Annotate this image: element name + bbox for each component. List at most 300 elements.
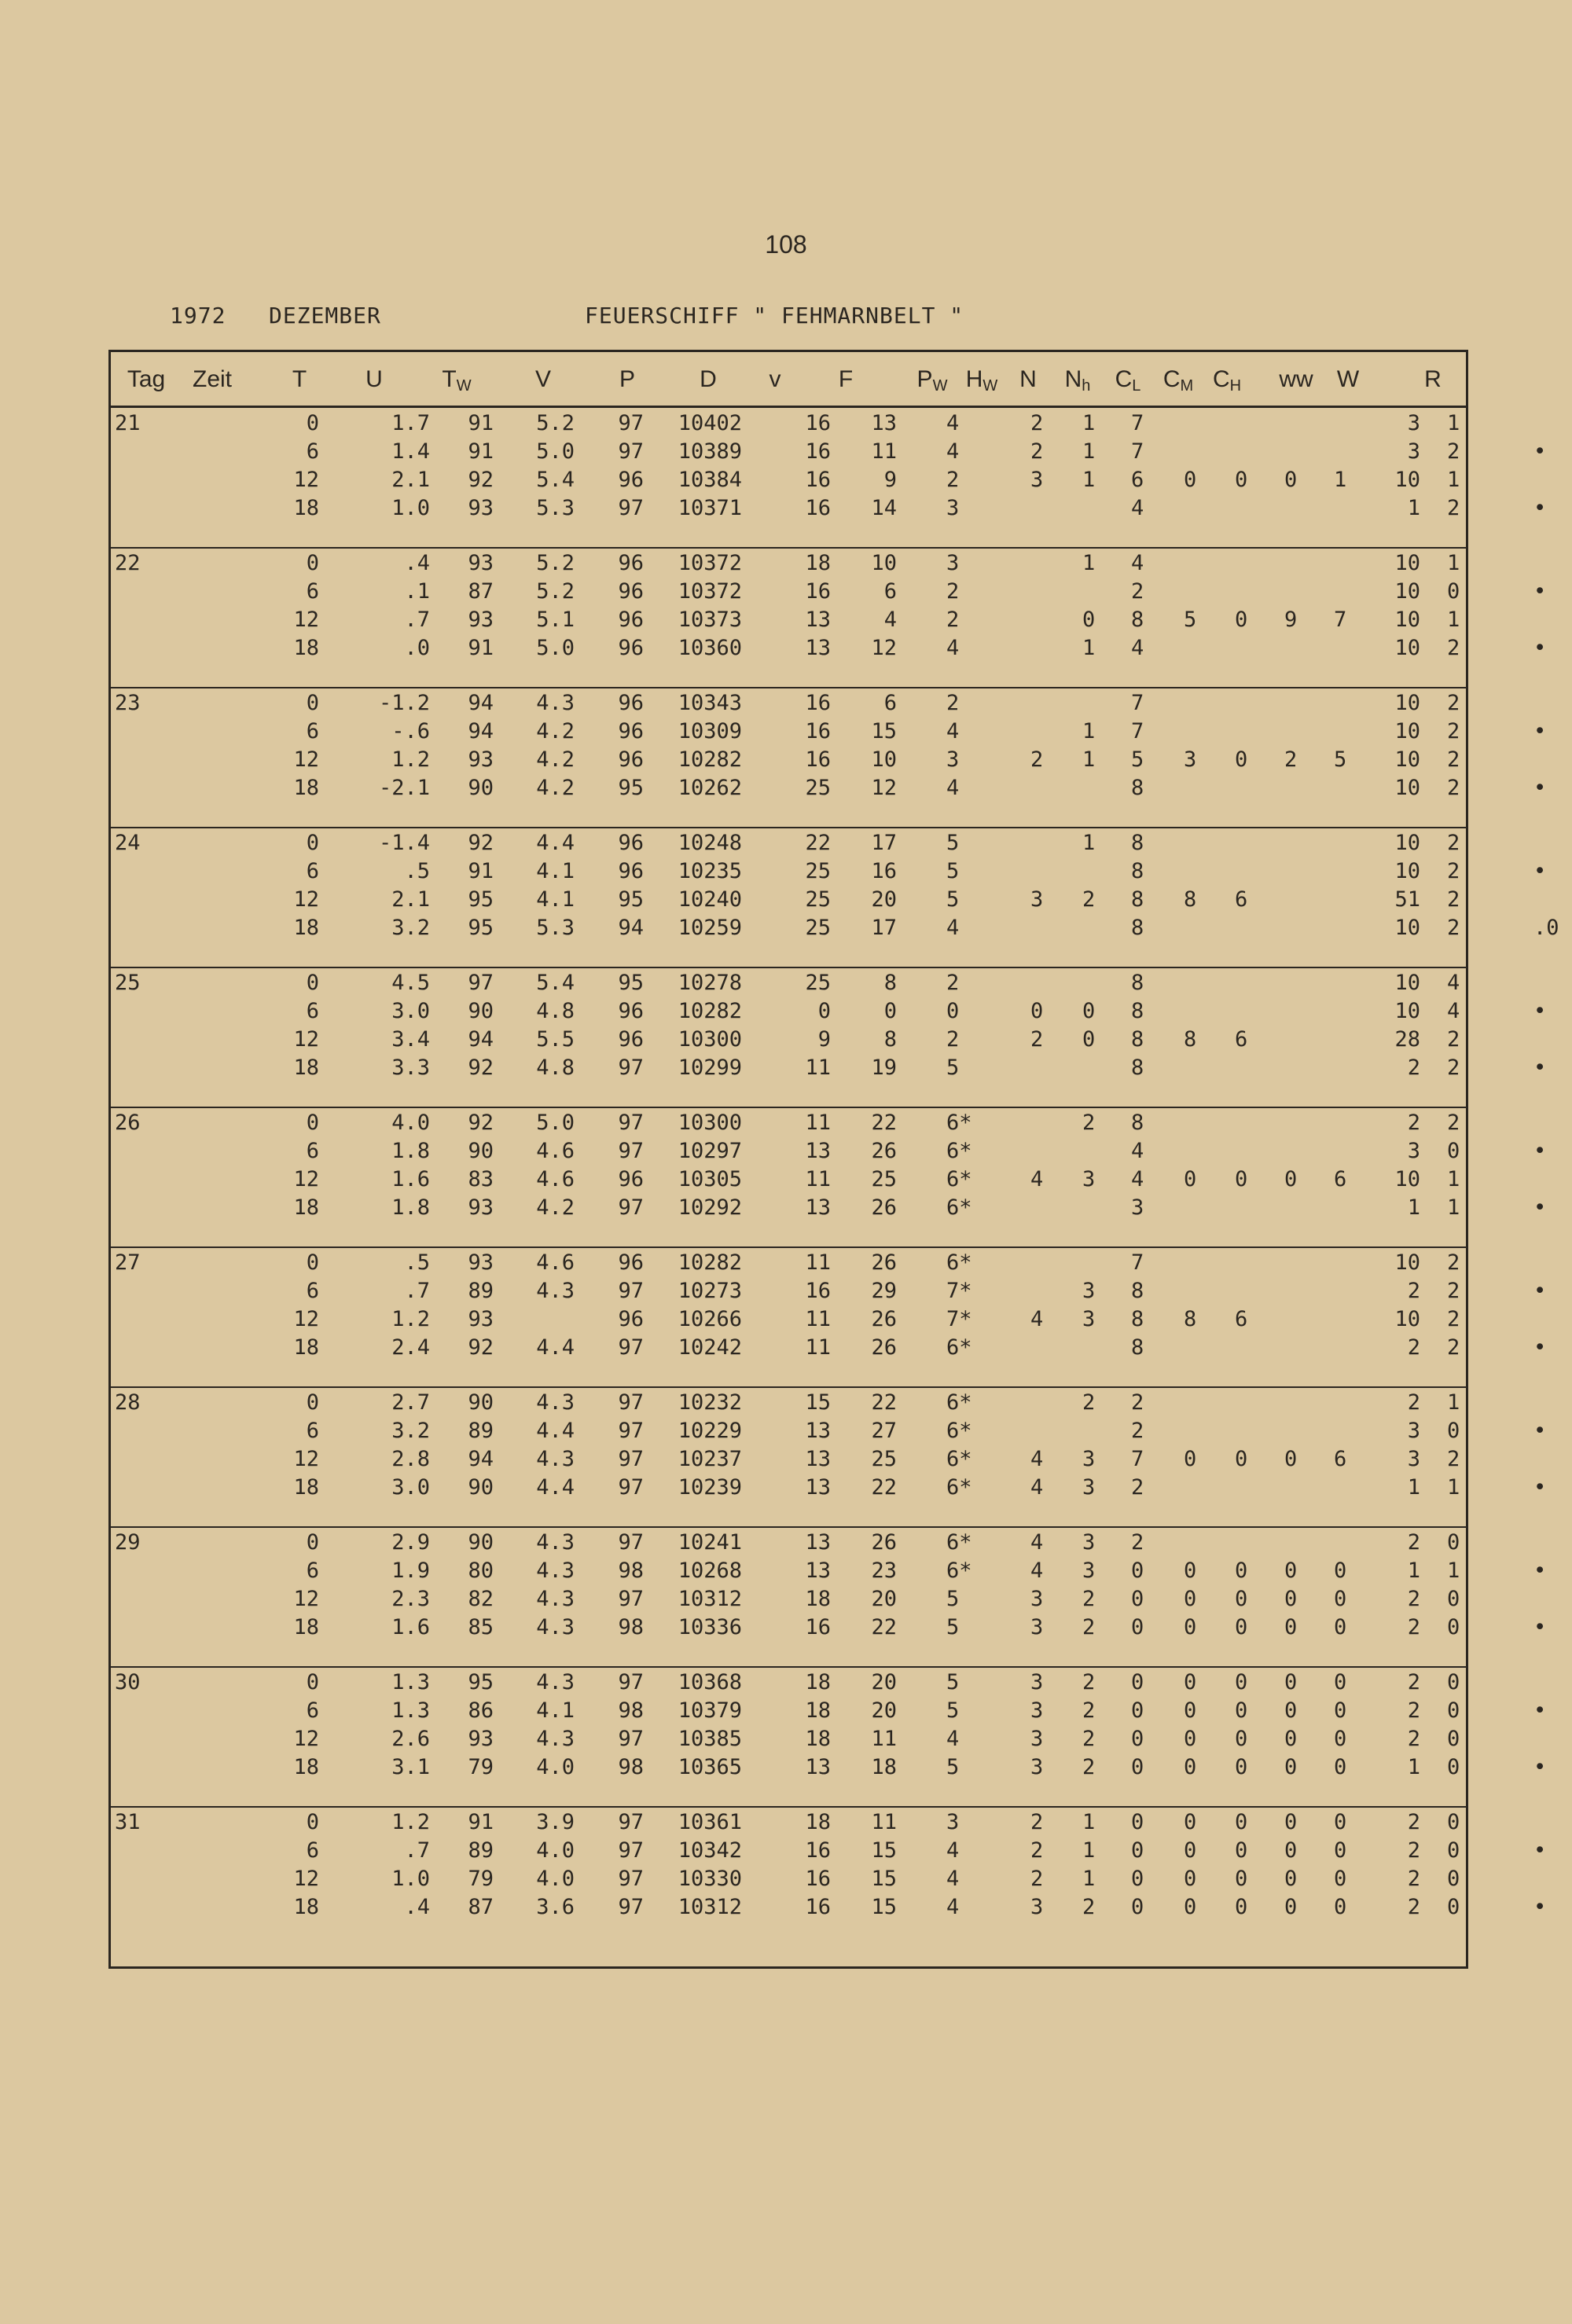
cell-pw: 4 — [1030, 1447, 1044, 1471]
col-header-r: R — [1424, 366, 1442, 392]
cell-hw: 2 — [1082, 1587, 1096, 1611]
cell-v: 11 — [871, 439, 897, 464]
cell-pw: 0 — [1030, 999, 1044, 1023]
cell-r: • — [1533, 1698, 1547, 1723]
cell-pw: 2 — [1030, 747, 1044, 772]
cell-zeit: 12 — [293, 608, 319, 632]
cell-ww: 10 — [1394, 691, 1420, 715]
cell-t: 2.7 — [391, 1390, 430, 1415]
cell-p: 10241 — [678, 1530, 742, 1555]
cell-u: 90 — [468, 1530, 494, 1555]
cell-u: 94 — [468, 719, 494, 743]
cell-w: 0 — [1447, 1838, 1460, 1863]
cell-pw: 4 — [1030, 1559, 1044, 1583]
cell-v: 6 — [883, 691, 897, 715]
cell-p: 10240 — [678, 887, 742, 912]
table-row — [111, 719, 1547, 747]
cell-ww: 1 — [1407, 1195, 1420, 1220]
cell-zeit: 18 — [293, 1615, 319, 1639]
cell-cl: 0 — [1235, 747, 1248, 772]
cell-p: 10336 — [678, 1615, 742, 1639]
cell-p: 10312 — [678, 1587, 742, 1611]
cell-tw: 4.6 — [536, 1167, 575, 1191]
cell-t: 1.2 — [391, 1307, 430, 1331]
table-row — [111, 439, 1547, 468]
cell-ww: 2 — [1407, 1727, 1420, 1751]
cell-cm: 2 — [1284, 747, 1298, 772]
cell-f: 5 — [946, 831, 960, 855]
cell-cl: 6 — [1235, 1307, 1248, 1331]
cell-d: 16 — [805, 579, 831, 604]
cell-cl: 0 — [1235, 1727, 1248, 1751]
cell-ww: 3 — [1407, 1139, 1420, 1163]
cell-v: 26 — [871, 1139, 897, 1163]
cell-pw: 3 — [1030, 1615, 1044, 1639]
cell-nh: 8 — [1184, 1027, 1197, 1052]
table-row — [111, 831, 1466, 859]
cell-tw: 4.4 — [536, 1419, 575, 1443]
cell-v: 96 — [618, 1167, 644, 1191]
col-header-nh-main: N — [1064, 366, 1082, 392]
cell-f: 4 — [946, 1838, 960, 1863]
cell-nh: 0 — [1184, 1587, 1197, 1611]
table-row — [111, 1475, 1547, 1503]
cell-t: 1.7 — [391, 411, 430, 435]
cell-nh: 0 — [1184, 1670, 1197, 1694]
cell-pw: 4 — [1030, 1530, 1044, 1555]
cell-t: -2.1 — [378, 776, 430, 800]
cell-hw: 2 — [1082, 1615, 1096, 1639]
cell-u: 91 — [468, 439, 494, 464]
cell-v: 96 — [618, 691, 644, 715]
table-row — [111, 1755, 1547, 1783]
cell-p: 10312 — [678, 1895, 742, 1919]
cell-f: 4 — [946, 439, 960, 464]
cell-tw: 4.3 — [536, 1670, 575, 1694]
cell-t: 3.4 — [391, 1027, 430, 1052]
cell-u: 87 — [468, 1895, 494, 1919]
cell-n: 0 — [1131, 1867, 1144, 1891]
cell-nh: 0 — [1184, 1810, 1197, 1834]
cell-v: 98 — [618, 1615, 644, 1639]
cell-t: .4 — [404, 1895, 430, 1919]
cell-tw: 4.2 — [536, 747, 575, 772]
cell-t: 2.1 — [391, 887, 430, 912]
cell-v: 26 — [871, 1307, 897, 1331]
col-header-nh-sub: h — [1082, 377, 1091, 395]
cell-cm: 0 — [1284, 1447, 1298, 1471]
cell-u: 93 — [468, 608, 494, 632]
cell-w: 2 — [1447, 1056, 1460, 1080]
col-header-cl — [1115, 366, 1141, 395]
cell-v: 20 — [871, 1587, 897, 1611]
cell-ww: 2 — [1407, 1587, 1420, 1611]
cell-v: 13 — [871, 411, 897, 435]
cell-v: 96 — [618, 1250, 644, 1275]
day-label: 25 — [115, 971, 141, 995]
cell-t: 1.6 — [391, 1615, 430, 1639]
cell-hw: 2 — [1082, 1727, 1096, 1751]
cell-w: 0 — [1447, 1895, 1460, 1919]
cell-u: 93 — [468, 747, 494, 772]
cell-w: 0 — [1447, 1810, 1460, 1834]
cell-hw: 2 — [1082, 1670, 1096, 1694]
cell-ww: 10 — [1394, 1167, 1420, 1191]
cell-u: 92 — [468, 1056, 494, 1080]
col-header-ch-sub: H — [1229, 377, 1242, 395]
cell-p: 10300 — [678, 1027, 742, 1052]
cell-zeit: 0 — [306, 1390, 319, 1415]
cell-cl: 0 — [1235, 1670, 1248, 1694]
cell-f: 4 — [946, 411, 960, 435]
cell-zeit: 0 — [306, 551, 319, 575]
cell-tw: 5.3 — [536, 496, 575, 520]
cell-t: 2.1 — [391, 468, 430, 492]
cell-d: 13 — [805, 636, 831, 660]
cell-v: 97 — [618, 1419, 644, 1443]
col-header-ww: ww — [1279, 366, 1313, 392]
cell-n: 8 — [1131, 887, 1144, 912]
cell-cl: 0 — [1235, 1167, 1248, 1191]
cell-f: 5 — [946, 1587, 960, 1611]
table-row — [111, 971, 1466, 999]
cell-p: 10239 — [678, 1475, 742, 1500]
cell-n: 0 — [1131, 1559, 1144, 1583]
cell-v: 15 — [871, 1838, 897, 1863]
cell-ww: 2 — [1407, 1530, 1420, 1555]
cell-zeit: 6 — [306, 1419, 319, 1443]
cell-v: 96 — [618, 551, 644, 575]
cell-v: 20 — [871, 1670, 897, 1694]
cell-zeit: 6 — [306, 999, 319, 1023]
cell-tw: 4.2 — [536, 719, 575, 743]
cell-zeit: 0 — [306, 1670, 319, 1694]
cell-ch: 0 — [1334, 1895, 1347, 1919]
cell-v: 29 — [871, 1279, 897, 1303]
day-label: 26 — [115, 1111, 141, 1135]
cell-tw: 4.2 — [536, 1195, 575, 1220]
table-row — [111, 916, 1559, 944]
cell-tw: 4.3 — [536, 1390, 575, 1415]
cell-zeit: 12 — [293, 1167, 319, 1191]
cell-p: 10248 — [678, 831, 742, 855]
cell-d: 18 — [805, 1727, 831, 1751]
cell-pw: 2 — [1030, 439, 1044, 464]
day-block — [111, 1666, 1547, 1808]
cell-w: 2 — [1447, 496, 1460, 520]
cell-u: 82 — [468, 1587, 494, 1611]
cell-v: 97 — [618, 1867, 644, 1891]
cell-v: 96 — [618, 1307, 644, 1331]
cell-t: 1.0 — [391, 496, 430, 520]
cell-hw: 1 — [1082, 719, 1096, 743]
cell-u: 90 — [468, 1139, 494, 1163]
cell-p: 10343 — [678, 691, 742, 715]
cell-ww: 2 — [1407, 1670, 1420, 1694]
cell-tw: 4.6 — [536, 1250, 575, 1275]
cell-pw: 2 — [1030, 1027, 1044, 1052]
cell-n: 0 — [1131, 1810, 1144, 1834]
cell-p: 10309 — [678, 719, 742, 743]
cell-pw: 4 — [1030, 1167, 1044, 1191]
cell-n: 7 — [1131, 439, 1144, 464]
header-year: 1972 — [170, 303, 226, 329]
cell-tw: 4.3 — [536, 1587, 575, 1611]
table-row — [111, 1195, 1547, 1224]
col-header-n: N — [1019, 366, 1037, 392]
cell-r: • — [1533, 1475, 1547, 1500]
cell-w: 2 — [1447, 439, 1460, 464]
cell-w: 0 — [1447, 1615, 1460, 1639]
cell-n: 0 — [1131, 1727, 1144, 1751]
day-label: 23 — [115, 691, 141, 715]
cell-n: 7 — [1131, 1250, 1144, 1275]
cell-ww: 2 — [1407, 1111, 1420, 1135]
cell-ww: 3 — [1407, 439, 1420, 464]
cell-tw: 4.2 — [536, 776, 575, 800]
cell-f: 5 — [946, 887, 960, 912]
cell-v: 11 — [871, 1810, 897, 1834]
cell-u: 86 — [468, 1698, 494, 1723]
cell-w: 2 — [1447, 859, 1460, 883]
cell-nh: 0 — [1184, 468, 1197, 492]
cell-f: 5 — [946, 1698, 960, 1723]
cell-f: 5 — [946, 859, 960, 883]
cell-hw: 1 — [1082, 468, 1096, 492]
table-row — [111, 1727, 1466, 1755]
cell-v: 23 — [871, 1559, 897, 1583]
cell-f: 6* — [946, 1419, 972, 1443]
cell-ww: 10 — [1394, 747, 1420, 772]
cell-tw: 5.4 — [536, 468, 575, 492]
cell-pw: 4 — [1030, 1307, 1044, 1331]
cell-tw: 3.6 — [536, 1895, 575, 1919]
cell-v: 97 — [618, 1895, 644, 1919]
cell-n: 8 — [1131, 608, 1144, 632]
cell-pw: 2 — [1030, 1867, 1044, 1891]
cell-w: 2 — [1447, 1335, 1460, 1360]
cell-d: 16 — [805, 468, 831, 492]
cell-ch: 0 — [1334, 1727, 1347, 1751]
cell-r: .0 — [1533, 916, 1559, 940]
cell-hw: 1 — [1082, 1867, 1096, 1891]
cell-tw: 4.1 — [536, 887, 575, 912]
cell-d: 25 — [805, 859, 831, 883]
cell-t: .4 — [404, 551, 430, 575]
cell-u: 94 — [468, 1027, 494, 1052]
cell-w: 0 — [1447, 1670, 1460, 1694]
cell-n: 8 — [1131, 859, 1144, 883]
cell-u: 90 — [468, 999, 494, 1023]
cell-zeit: 6 — [306, 1698, 319, 1723]
day-block — [111, 407, 1547, 549]
cell-w: 2 — [1447, 831, 1460, 855]
cell-v: 17 — [871, 831, 897, 855]
cell-t: 3.3 — [391, 1056, 430, 1080]
cell-d: 18 — [805, 1698, 831, 1723]
cell-tw: 4.1 — [536, 859, 575, 883]
cell-hw: 2 — [1082, 1390, 1096, 1415]
cell-cl: 0 — [1235, 1867, 1248, 1891]
cell-v: 97 — [618, 1727, 644, 1751]
cell-n: 4 — [1131, 496, 1144, 520]
cell-pw: 3 — [1030, 468, 1044, 492]
cell-tw: 5.2 — [536, 551, 575, 575]
cell-n: 5 — [1131, 747, 1144, 772]
cell-v: 97 — [618, 1810, 644, 1834]
cell-hw: 2 — [1082, 1755, 1096, 1779]
cell-f: 2 — [946, 468, 960, 492]
cell-t: 1.2 — [391, 747, 430, 772]
cell-n: 8 — [1131, 999, 1144, 1023]
cell-r: • — [1533, 636, 1547, 660]
cell-ww: 51 — [1394, 887, 1420, 912]
cell-v: 97 — [618, 496, 644, 520]
cell-n: 7 — [1131, 1447, 1144, 1471]
col-header-pw-sub: W — [932, 377, 948, 395]
cell-d: 13 — [805, 1447, 831, 1471]
cell-zeit: 6 — [306, 1559, 319, 1583]
cell-v: 6 — [883, 579, 897, 604]
cell-v: 26 — [871, 1250, 897, 1275]
cell-cm: 0 — [1284, 1867, 1298, 1891]
table-row — [111, 1587, 1466, 1615]
cell-cm: 0 — [1284, 1895, 1298, 1919]
cell-v: 98 — [618, 1698, 644, 1723]
cell-v: 97 — [618, 1447, 644, 1471]
cell-f: 4 — [946, 1727, 960, 1751]
cell-ww: 1 — [1407, 1559, 1420, 1583]
cell-f: 6* — [946, 1111, 972, 1135]
cell-d: 16 — [805, 411, 831, 435]
cell-ch: 0 — [1334, 1838, 1347, 1863]
table-row — [111, 1419, 1547, 1447]
day-block — [111, 1107, 1547, 1248]
cell-nh: 0 — [1184, 1755, 1197, 1779]
cell-zeit: 0 — [306, 691, 319, 715]
table-row — [111, 1027, 1466, 1056]
cell-v: 27 — [871, 1419, 897, 1443]
col-header-tw-sub: W — [456, 377, 472, 395]
cell-v: 97 — [618, 439, 644, 464]
cell-pw: 3 — [1030, 1727, 1044, 1751]
cell-hw: 1 — [1082, 1838, 1096, 1863]
cell-f: 6* — [946, 1195, 972, 1220]
cell-pw: 3 — [1030, 1670, 1044, 1694]
cell-zeit: 18 — [293, 496, 319, 520]
cell-d: 13 — [805, 1475, 831, 1500]
cell-nh: 0 — [1184, 1895, 1197, 1919]
day-label: 31 — [115, 1810, 141, 1834]
cell-u: 89 — [468, 1279, 494, 1303]
cell-u: 91 — [468, 859, 494, 883]
cell-v: 16 — [871, 859, 897, 883]
cell-f: 6* — [946, 1475, 972, 1500]
cell-p: 10242 — [678, 1335, 742, 1360]
cell-zeit: 6 — [306, 719, 319, 743]
cell-v: 97 — [618, 1670, 644, 1694]
table-row — [111, 747, 1466, 776]
cell-r: • — [1533, 1335, 1547, 1360]
cell-t: 1.0 — [391, 1867, 430, 1891]
cell-n: 8 — [1131, 1056, 1144, 1080]
cell-d: 11 — [805, 1111, 831, 1135]
cell-zeit: 12 — [293, 1027, 319, 1052]
cell-cl: 6 — [1235, 1027, 1248, 1052]
cell-ww: 2 — [1407, 1615, 1420, 1639]
cell-p: 10372 — [678, 551, 742, 575]
cell-w: 2 — [1447, 747, 1460, 772]
col-header-cl-sub: L — [1132, 377, 1141, 395]
cell-ww: 10 — [1394, 776, 1420, 800]
cell-v: 19 — [871, 1056, 897, 1080]
cell-v: 8 — [883, 1027, 897, 1052]
table-row — [111, 1838, 1547, 1867]
cell-hw: 3 — [1082, 1167, 1096, 1191]
cell-zeit: 18 — [293, 1335, 319, 1360]
cell-p: 10235 — [678, 859, 742, 883]
cell-zeit: 0 — [306, 831, 319, 855]
table-row — [111, 1615, 1547, 1643]
cell-ch: 0 — [1334, 1867, 1347, 1891]
cell-f: 6* — [946, 1139, 972, 1163]
cell-hw: 2 — [1082, 1698, 1096, 1723]
cell-nh: 0 — [1184, 1867, 1197, 1891]
cell-u: 97 — [468, 971, 494, 995]
table-row — [111, 887, 1466, 916]
cell-v: 97 — [618, 1838, 644, 1863]
cell-hw: 1 — [1082, 439, 1096, 464]
cell-pw: 4 — [1030, 1475, 1044, 1500]
cell-v: 10 — [871, 551, 897, 575]
cell-w: 2 — [1447, 1027, 1460, 1052]
cell-w: 2 — [1447, 636, 1460, 660]
cell-ww: 10 — [1394, 1250, 1420, 1275]
cell-cm: 0 — [1284, 1810, 1298, 1834]
cell-f: 4 — [946, 1895, 960, 1919]
cell-d: 16 — [805, 439, 831, 464]
cell-pw: 2 — [1030, 1838, 1044, 1863]
cell-v: 17 — [871, 916, 897, 940]
cell-cl: 0 — [1235, 1895, 1248, 1919]
cell-pw: 3 — [1030, 887, 1044, 912]
cell-r: • — [1533, 1056, 1547, 1080]
col-header-tw-main: T — [442, 366, 457, 392]
cell-ch: 5 — [1334, 747, 1347, 772]
table-row — [111, 636, 1547, 664]
cell-p: 10268 — [678, 1559, 742, 1583]
cell-zeit: 12 — [293, 1447, 319, 1471]
cell-v: 22 — [871, 1390, 897, 1415]
cell-ch: 0 — [1334, 1810, 1347, 1834]
cell-v: 96 — [618, 636, 644, 660]
cell-hw: 2 — [1082, 887, 1096, 912]
cell-d: 11 — [805, 1056, 831, 1080]
cell-p: 10384 — [678, 468, 742, 492]
header-month: DEZEMBER — [269, 303, 381, 329]
table-row — [111, 1559, 1547, 1587]
col-header-u: U — [365, 366, 383, 392]
cell-zeit: 0 — [306, 411, 319, 435]
cell-f: 6* — [946, 1447, 972, 1471]
cell-ww: 1 — [1407, 496, 1420, 520]
cell-v: 4 — [883, 608, 897, 632]
cell-t: -.6 — [391, 719, 430, 743]
table-row — [111, 859, 1547, 887]
header-ship-name: FEUERSCHIFF " FEHMARNBELT " — [585, 303, 964, 329]
cell-v: 97 — [618, 1475, 644, 1500]
cell-d: 16 — [805, 1867, 831, 1891]
